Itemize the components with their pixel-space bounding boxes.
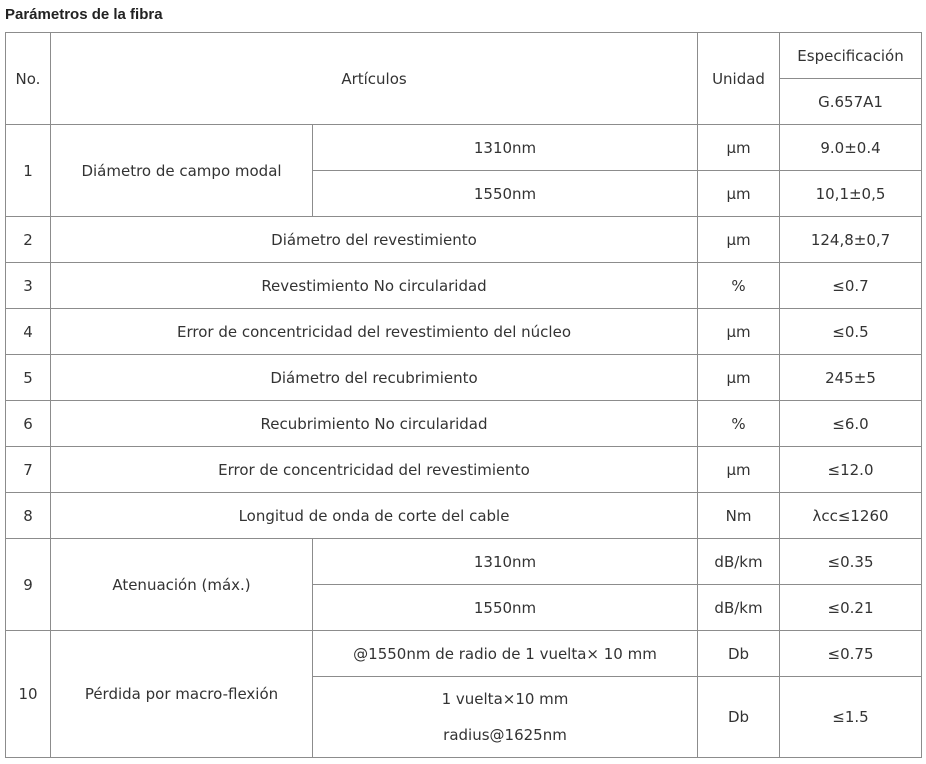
- row-subitem-line: 1 vuelta×10 mm: [441, 690, 569, 708]
- row-no: 4: [6, 309, 51, 355]
- row-value: ≤0.21: [780, 585, 922, 631]
- row-value: ≤1.5: [780, 677, 922, 758]
- table-row: [6, 217, 922, 263]
- header-unit: Unidad: [698, 33, 780, 125]
- row-value: ≤0.7: [780, 263, 922, 309]
- row-no: 8: [6, 493, 51, 539]
- row-unit: μm: [698, 309, 780, 355]
- row-value: λcc≤1260: [780, 493, 922, 539]
- row-item: Diámetro del recubrimiento: [51, 355, 698, 401]
- row-item: Atenuación (máx.): [51, 539, 313, 631]
- row-no: 10: [6, 631, 51, 758]
- row-unit: dB/km: [698, 585, 780, 631]
- row-unit: μm: [698, 171, 780, 217]
- table-row: [6, 263, 922, 309]
- row-unit: %: [698, 263, 780, 309]
- header-spec-sub: G.657A1: [780, 79, 922, 125]
- row-subitem: 1310nm: [313, 539, 698, 585]
- row-value: 245±5: [780, 355, 922, 401]
- row-item: Diámetro del revestimiento: [51, 217, 698, 263]
- row-subitem: [313, 677, 698, 758]
- table-row: [6, 539, 922, 585]
- row-item: Longitud de onda de corte del cable: [51, 493, 698, 539]
- row-item: Diámetro de campo modal: [51, 125, 313, 217]
- row-unit: Db: [698, 631, 780, 677]
- table-row: [6, 631, 922, 677]
- row-value: ≤12.0: [780, 447, 922, 493]
- row-no: 1: [6, 125, 51, 217]
- row-value: 9.0±0.4: [780, 125, 922, 171]
- table-row: [6, 125, 922, 171]
- row-unit: %: [698, 401, 780, 447]
- row-unit: μm: [698, 355, 780, 401]
- row-value: 124,8±0,7: [780, 217, 922, 263]
- fiber-parameters-table: [5, 32, 922, 758]
- row-subitem: 1550nm: [313, 171, 698, 217]
- row-subitem: 1550nm: [313, 585, 698, 631]
- row-unit: μm: [698, 125, 780, 171]
- table-row: [6, 493, 922, 539]
- table-row: [6, 355, 922, 401]
- row-value: 10,1±0,5: [780, 171, 922, 217]
- row-unit: μm: [698, 217, 780, 263]
- table-header-row: [6, 33, 922, 79]
- row-value: ≤0.35: [780, 539, 922, 585]
- row-value: ≤0.5: [780, 309, 922, 355]
- table-row: [6, 401, 922, 447]
- row-item: Error de concentricidad del revestimiento: [51, 447, 698, 493]
- row-no: 3: [6, 263, 51, 309]
- row-unit: Db: [698, 677, 780, 758]
- header-spec: Especificación: [780, 33, 922, 79]
- row-subitem: @1550nm de radio de 1 vuelta× 10 mm: [313, 631, 698, 677]
- row-item: Recubrimiento No circularidad: [51, 401, 698, 447]
- row-no: 6: [6, 401, 51, 447]
- row-no: 7: [6, 447, 51, 493]
- table-row: [6, 447, 922, 493]
- row-value: ≤6.0: [780, 401, 922, 447]
- row-item: Revestimiento No circularidad: [51, 263, 698, 309]
- row-value: ≤0.75: [780, 631, 922, 677]
- row-unit: dB/km: [698, 539, 780, 585]
- row-subitem-line: radius@1625nm: [443, 726, 567, 744]
- row-no: 2: [6, 217, 51, 263]
- header-no: No.: [6, 33, 51, 125]
- table-row: [6, 309, 922, 355]
- header-items: Artículos: [51, 33, 698, 125]
- row-no: 9: [6, 539, 51, 631]
- row-item: Error de concentricidad del revestimiento del núcleo: [51, 309, 698, 355]
- row-subitem: 1310nm: [313, 125, 698, 171]
- row-unit: μm: [698, 447, 780, 493]
- row-no: 5: [6, 355, 51, 401]
- section-title: Parámetros de la fibra: [5, 6, 163, 23]
- row-unit: Nm: [698, 493, 780, 539]
- row-item: Pérdida por macro-flexión: [51, 631, 313, 758]
